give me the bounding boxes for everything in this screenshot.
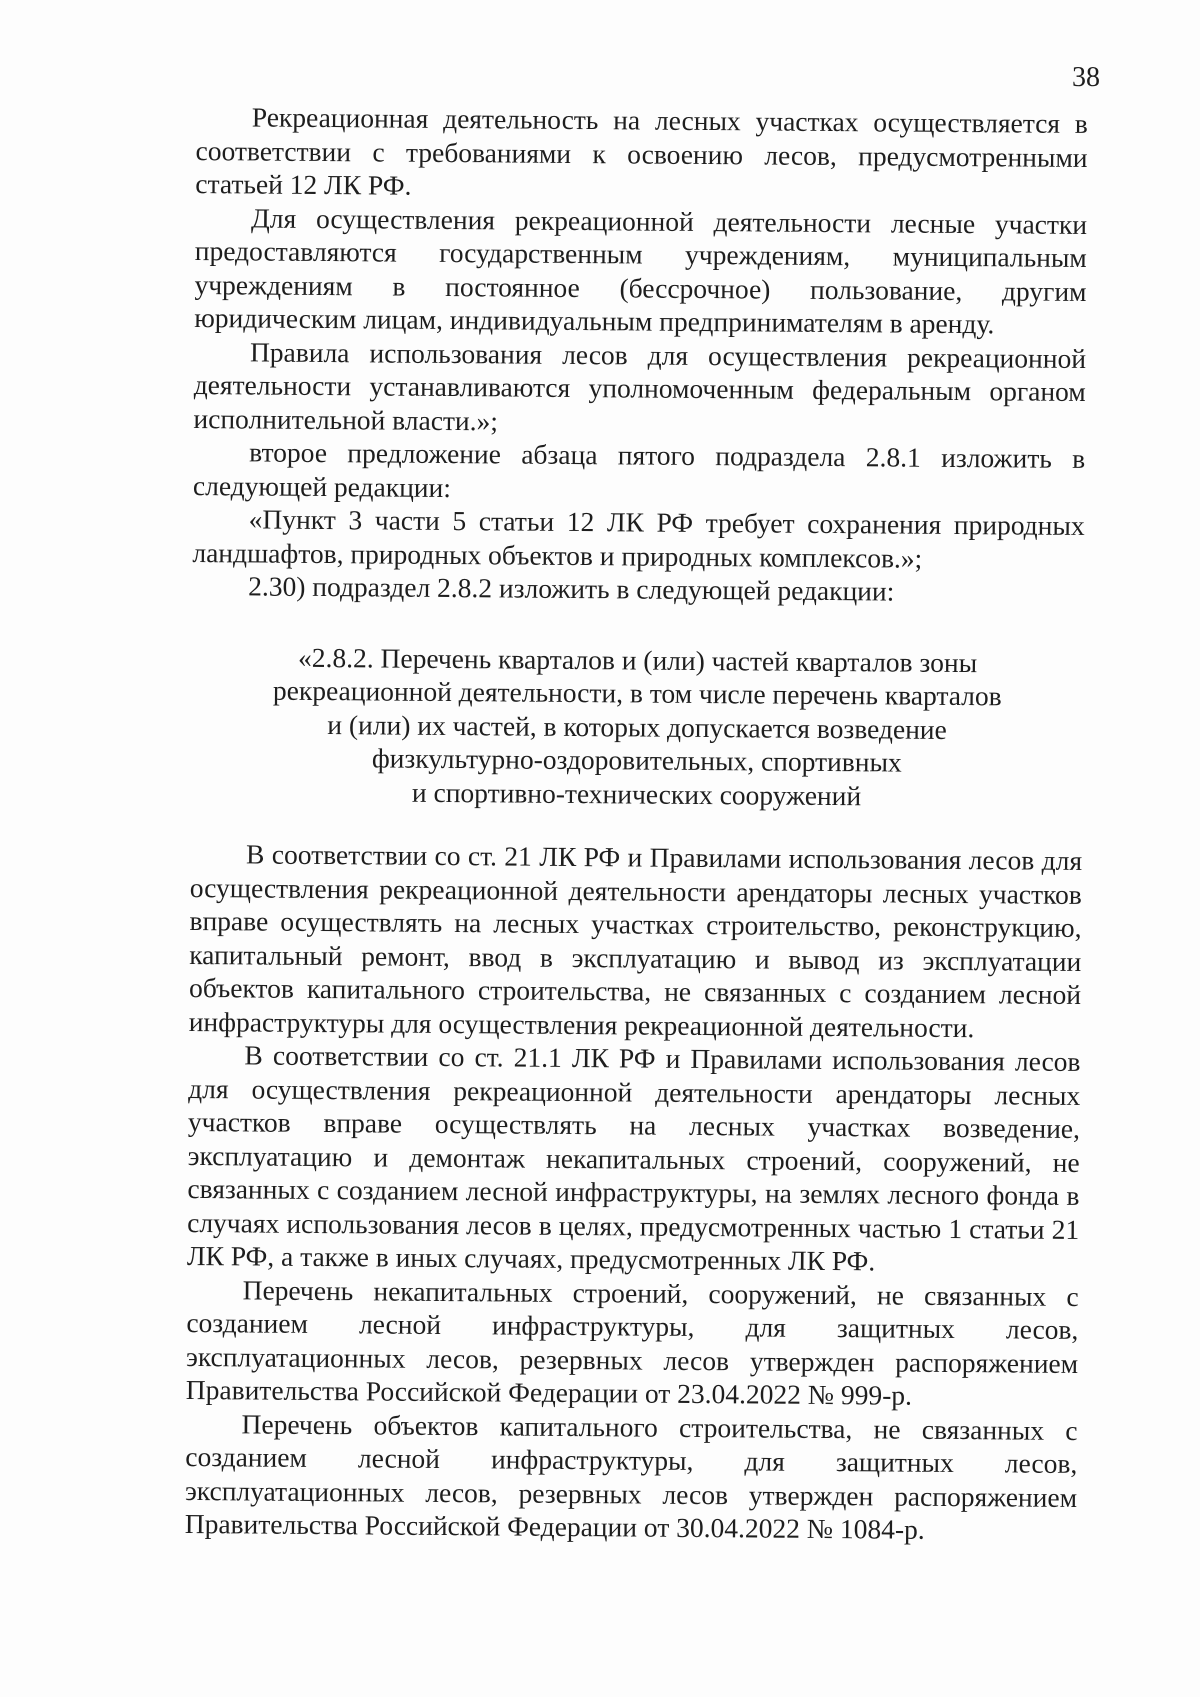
heading-line: «2.8.2. Перечень кварталов и (или) частей кварталов зоны — [297, 641, 978, 678]
section-heading-2-8-2 — [190, 639, 1083, 814]
paragraph-recreation-activity: Рекреационная деятельность на лесных участках осуществляется в соответствии с требованиями к освоению лесов, предусмотренными статьей 12 ЛК РФ. — [195, 101, 1088, 201]
heading-line: рекреационной деятельности, в том числе перечень кварталов — [272, 674, 1002, 712]
paragraph-amendment-2-30: 2.30) подраздел 2.8.2 изложить в следующей редакции: — [248, 570, 895, 607]
paragraph-noncapital-list: Перечень некапитальных строений, сооружений, не связанных с созданием лесной инфраструктуры, для защитных лесов, эксплуатационных лесов, резервных лесов утвержден распоряжением Правительства Российской Федерации от 23.04.2022 № 999-р. — [185, 1273, 1079, 1411]
heading-line: и (или) их частей, в которых допускается возведение — [327, 708, 947, 745]
paragraph-quote-clause-3: «Пункт 3 части 5 статьи 12 ЛК РФ требует сохранения природных ландшафтов, природных объектов и природных комплексов.»; — [192, 503, 1085, 574]
paragraph-capital-list: Перечень объектов капитального строительства, не связанных с созданием лесной инфраструктуры, для защитных лесов, эксплуатационных лесов, резервных лесов утвержден распоряжением Правительства Российской Федерации от 30.04.2022 № 1084-р. — [184, 1407, 1078, 1545]
paragraph-article-21: В соответствии со ст. 21 ЛК РФ и Правилами использования лесов для осуществления рекреационной деятельности арендаторы лесных участков вправе осуществлять на лесных участках строительство, реконструкцию, капитальный ремонт, ввод в эксплуатацию и вывод из эксплуатации объектов капитального строительства, не связанных с созданием лесной инфраструктуры для осуществления рекреационной деятельности. — [188, 838, 1083, 1043]
heading-line: физкультурно-оздоровительных, спортивных — [371, 742, 902, 778]
paragraph-amendment-2-8-1: второе предложение абзаца пятого подраздела 2.8.1 изложить в следующей редакции: — [192, 436, 1086, 503]
paragraph-article-21-1: В соответствии со ст. 21.1 ЛК РФ и Правилами использования лесов для осуществления рекреационной деятельности арендаторы лесных участков вправе осуществлять на лесных участках возведение, эксплуатацию и демонтаж некапитальных строений, сооружений, не связанных с созданием лесной инфраструктуры, на землях лесного фонда в случаях использования лесов в целях, предусмотренных частью 1 статьи 21 ЛК РФ, а также в иных случаях, предусмотренных ЛК РФ. — [186, 1039, 1081, 1277]
page-body — [185, 100, 1088, 1547]
paragraph-land-provision: Для осуществления рекреационной деятельности лесные участки предоставляются государственным учреждениям, муниципальным учреждениям в постоянное (бессрочное) пользование, другим юридическим лицам, индивидуальным предпринимателям в аренду. — [194, 201, 1088, 340]
paragraph-usage-rules: Правила использования лесов для осуществления рекреационной деятельности устанавливаются уполномоченным федеральным органом исполнительной власти.»; — [193, 335, 1087, 436]
heading-line: и спортивно-технических сооружений — [411, 776, 862, 811]
page-number: 38 — [1072, 62, 1100, 93]
